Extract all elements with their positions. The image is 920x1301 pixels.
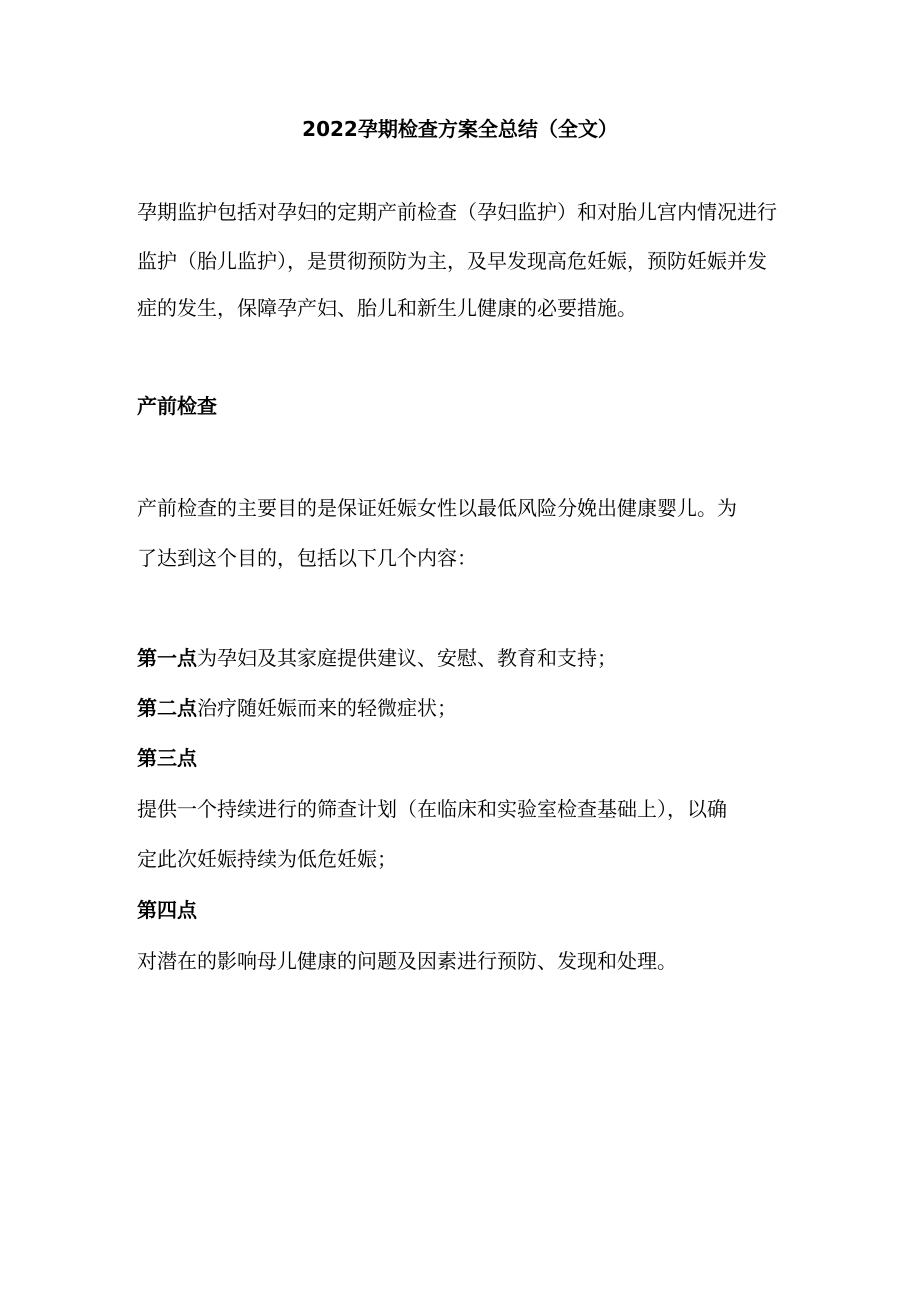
point-3-line-2: 定此次妊娠持续为低危妊娠； [137,847,397,871]
purpose-line-2: 了达到这个目的，包括以下几个内容： [137,546,477,570]
point-1-text: 为孕妇及其家庭提供建议、安慰、教育和支持； [197,646,617,670]
intro-line-2: 监护（胎儿监护），是贯彻预防为主，及早发现高危妊娠，预防妊娠并发 [137,249,767,273]
point-2-label: 第二点 [137,696,197,720]
point-4-label: 第四点 [137,898,197,922]
point-1-label: 第一点 [137,646,197,670]
intro-line-1: 孕期监护包括对孕妇的定期产前检查（孕妇监护）和对胎儿宫内情况进行 [137,200,777,224]
document-title: 2022孕期检查方案全总结（全文） [302,117,618,141]
point-3-line-1: 提供一个持续进行的筛查计划（在临床和实验室检查基础上），以确 [137,797,727,821]
point-4-text: 对潜在的影响母儿健康的问题及因素进行预防、发现和处理。 [137,949,677,973]
point-1 [137,646,617,670]
point-2-text: 治疗随妊娠而来的轻微症状； [197,696,457,720]
point-2 [137,696,457,720]
intro-line-3: 症的发生，保障孕产妇、胎儿和新生儿健康的必要措施。 [137,296,637,320]
purpose-line-1: 产前检查的主要目的是保证妊娠女性以最低风险分娩出健康婴儿。为 [137,496,737,520]
point-3-label: 第三点 [137,746,197,770]
section-heading: 产前检查 [137,394,217,418]
